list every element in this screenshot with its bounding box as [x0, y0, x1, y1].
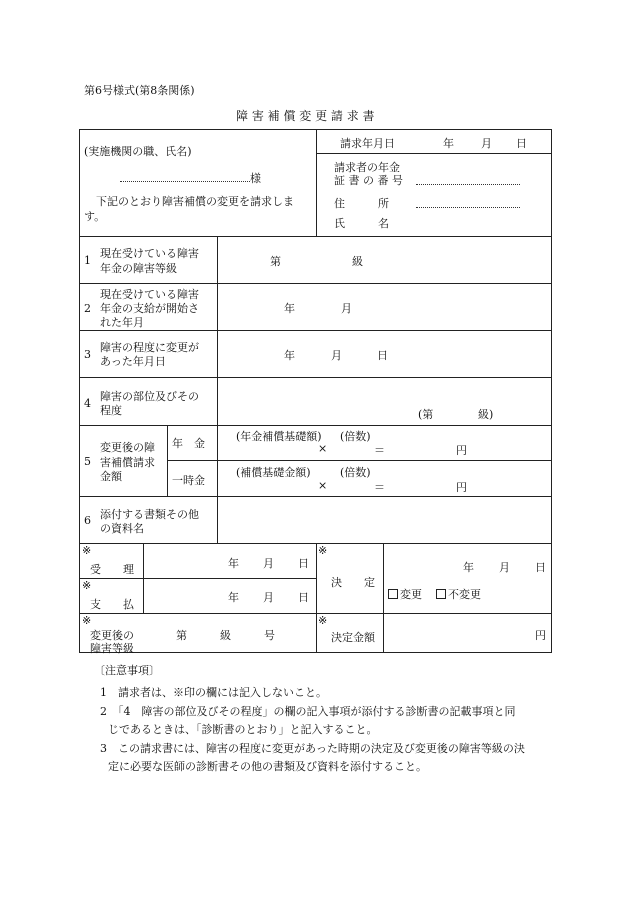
row-label: 現在受けている障害 [100, 247, 199, 260]
row-label: 年金の障害等級 [100, 262, 177, 275]
multiplier-label: (倍数) [340, 430, 371, 443]
office-mark: ※ [318, 544, 328, 557]
request-date-label: 請求年月日 [340, 137, 395, 150]
receipt-day[interactable]: 日 [298, 557, 309, 570]
pension-number-label: 請求者の年金 [334, 161, 400, 174]
note-item-cont: じであるときは、「診断書のとおり」と記入すること。 [108, 723, 378, 736]
row-label: あった年月日 [100, 355, 166, 368]
equals-sign: ＝ [374, 444, 385, 457]
address-field[interactable] [416, 207, 520, 208]
receipt-year[interactable]: 年 [228, 557, 239, 570]
row-label: の資料名 [100, 522, 144, 535]
date-day[interactable]: 日 [516, 137, 527, 150]
pension-number-label-2: 証 書 の 番 号 [334, 174, 403, 187]
note-item: 1 請求者は、※印の欄には記入しないこと。 [100, 686, 327, 699]
start-month[interactable]: 月 [341, 302, 352, 315]
row-number: 4 [84, 397, 91, 410]
no-change-checkbox[interactable] [436, 589, 446, 599]
pension-number-field[interactable] [416, 184, 520, 185]
times-sign: × [318, 479, 328, 492]
address-label: 住 所 [334, 197, 389, 210]
row-number: 2 [84, 302, 91, 315]
yen-unit: 円 [456, 444, 467, 457]
office-mark: ※ [82, 544, 92, 557]
decision-amount-label: 決定金額 [331, 631, 375, 644]
start-year[interactable]: 年 [284, 302, 295, 315]
change-option[interactable] [388, 586, 422, 602]
row-label: 年金の支給が開始さ [100, 302, 199, 315]
addressee-label: (実施機関の職、氏名) [84, 145, 192, 158]
date-year[interactable]: 年 [443, 137, 454, 150]
yen-unit: 円 [456, 481, 467, 494]
request-text-2: す。 [84, 210, 106, 223]
payment-label: 支 払 [90, 598, 134, 611]
addressee-line[interactable] [120, 181, 250, 182]
grade-prefix: 第 [270, 255, 281, 268]
row-label: 現在受けている障害 [100, 288, 199, 301]
grade-close: 級) [478, 408, 494, 421]
receipt-label: 受 理 [90, 563, 134, 576]
pension-label: 年 金 [172, 437, 205, 450]
name-label: 氏 名 [334, 217, 389, 230]
payment-year[interactable]: 年 [228, 591, 239, 604]
multiplier-label: (倍数) [340, 466, 371, 479]
office-mark: ※ [82, 614, 92, 627]
grade-suffix: 級 [352, 255, 363, 268]
change-checkbox[interactable] [388, 589, 398, 599]
change-label: 変更 [400, 588, 422, 601]
change-year[interactable]: 年 [284, 349, 295, 362]
grade-open: (第 [418, 408, 434, 421]
page-title: 障 害 補 償 変 更 請 求 書 [236, 109, 375, 123]
payment-day[interactable]: 日 [298, 591, 309, 604]
honorific: 様 [250, 172, 261, 185]
change-month[interactable]: 月 [331, 349, 342, 362]
date-month[interactable]: 月 [481, 137, 492, 150]
row-number: 1 [84, 254, 91, 267]
comp-base-label: (補償基礎金額) [236, 466, 311, 479]
after-grade-value[interactable]: 第 級 号 [176, 629, 275, 642]
row-label: 障害の部位及びその [100, 390, 199, 403]
note-item: 3 この請求書には、障害の程度に変更があった時期の決定及び変更後の障害等級の決 [100, 742, 525, 755]
request-text: 下記のとおり障害補償の変更を請求しま [96, 195, 294, 208]
times-sign: × [318, 442, 328, 455]
notes-heading: 〔注意事項〕 [94, 664, 160, 677]
lump-sum-label: 一時金 [172, 474, 205, 487]
no-change-label: 不変更 [448, 588, 481, 601]
office-mark: ※ [82, 579, 92, 592]
row-label: れた年月 [100, 316, 144, 329]
decision-day[interactable]: 日 [535, 561, 546, 574]
receipt-month[interactable]: 月 [263, 557, 274, 570]
row-number: 5 [84, 455, 91, 468]
after-grade-label: 変更後の [90, 629, 134, 642]
change-day[interactable]: 日 [377, 349, 388, 362]
row-number: 6 [84, 514, 91, 527]
row-number: 3 [84, 348, 91, 361]
row-label: 害補償請求 [100, 456, 155, 469]
note-item: 2 「4 障害の部位及びその程度」の欄の記入事項が添付する診断書の記載事項と同 [100, 705, 516, 718]
no-change-option[interactable] [436, 586, 481, 602]
decision-label: 決 定 [331, 576, 375, 589]
pension-base-label: (年金補償基礎額) [236, 430, 322, 443]
row-label: 添付する書類その他 [100, 508, 199, 521]
after-grade-label: 障害等級 [90, 642, 134, 655]
row-label: 変更後の障 [100, 441, 155, 454]
note-item-cont: 定に必要な医師の診断書その他の書類及び資料を添付すること。 [108, 760, 427, 773]
decision-amount-yen: 円 [535, 629, 546, 642]
decision-year[interactable]: 年 [463, 561, 474, 574]
form-number: 第6号様式(第8条関係) [84, 84, 195, 97]
row-label: 金額 [100, 470, 122, 483]
row-label: 障害の程度に変更が [100, 341, 199, 354]
payment-month[interactable]: 月 [263, 591, 274, 604]
office-mark: ※ [318, 614, 328, 627]
equals-sign: ＝ [374, 481, 385, 494]
decision-month[interactable]: 月 [499, 561, 510, 574]
row-label: 程度 [100, 404, 122, 417]
